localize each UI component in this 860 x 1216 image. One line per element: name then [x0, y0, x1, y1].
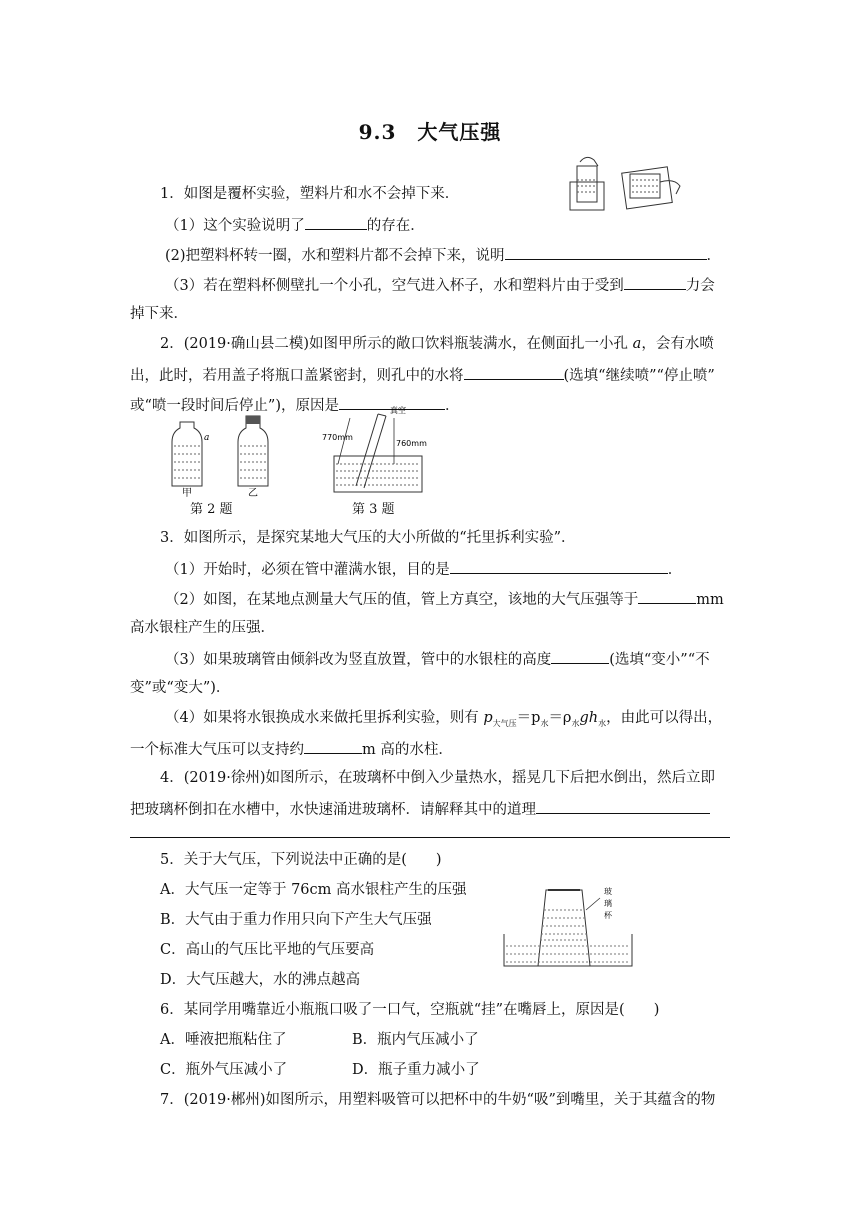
q7-line1: 7．(2019·郴州)如图所示，用塑料吸管可以把杯中的牛奶“吸”到嘴里，关于其蕴含的物	[160, 1092, 716, 1108]
q3-part1: （1）开始时，必须在管中灌满水银，目的是 ．	[165, 558, 682, 580]
vacuum-label: 真空	[390, 406, 406, 415]
hole-label: a	[204, 433, 210, 443]
length-770: 770mm	[322, 433, 353, 442]
q3-part2: （2）如图，在某地点测量大气压的值，管上方真空，该地的大气压强等于 mm	[165, 588, 724, 610]
answer-blank[interactable]	[464, 364, 564, 380]
torricelli-figure	[322, 404, 434, 494]
q6-option-d[interactable]: D．瓶子重力减小了	[352, 1062, 480, 1078]
q4-line1: 4．(2019·徐州)如图所示，在玻璃杯中倒入少量热水，摇晃几下后把水倒出，然后立即	[160, 770, 716, 786]
q1-part3: （3）若在塑料杯侧壁扎一个小孔，空气进入杯子，水和塑料片由于受到 力会	[165, 274, 715, 296]
overturned-cup-figure	[566, 152, 696, 212]
answer-blank[interactable]	[304, 738, 362, 754]
answer-line[interactable]	[130, 837, 730, 838]
svg-text:璃: 璃	[604, 899, 612, 908]
q3-part2-cont: 高水银柱产生的压强．	[130, 620, 275, 636]
answer-blank[interactable]	[450, 558, 668, 574]
answer-blank[interactable]	[305, 214, 367, 230]
q1-part2: (2)把塑料杯转一圈，水和塑料片都不会掉下来，说明 ．	[165, 244, 721, 266]
q6-option-a[interactable]: A．唾液把瓶粘住了	[160, 1032, 287, 1048]
q3-stem: 3．如图所示，是探究某地大气压的大小所做的“托里拆利实验”．	[160, 530, 576, 546]
q6-option-b[interactable]: B．瓶内气压减小了	[352, 1032, 479, 1048]
q3-part3-cont: 变”或“变大”)．	[130, 680, 231, 696]
caption-q3: 第 3 题	[352, 502, 395, 517]
q2-line3: 或“喷一段时间后停止”)，原因是 ．	[130, 394, 459, 416]
label-jia: 甲	[182, 488, 192, 498]
caption-q2: 第 2 题	[190, 502, 233, 517]
answer-blank[interactable]	[536, 798, 710, 814]
q5-option-c[interactable]: C．高山的气压比平地的气压要高	[160, 942, 375, 958]
q6-option-c[interactable]: C．瓶外气压减小了	[160, 1062, 288, 1078]
length-760: 760mm	[396, 439, 427, 448]
q5-option-a[interactable]: A．大气压一定等于 76cm 高水银柱产生的压强	[160, 882, 467, 898]
q1-stem: 1．如图是覆杯实验，塑料片和水不会掉下来．	[160, 186, 460, 202]
q6-stem: 6．某同学用嘴靠近小瓶瓶口吸了一口气，空瓶就“挂”在嘴唇上，原因是( )	[160, 1002, 660, 1018]
page-title: 9.3 大气压强	[358, 120, 502, 144]
cup-label: 玻	[604, 887, 612, 896]
answer-blank[interactable]	[551, 648, 609, 664]
q1-part3-cont: 掉下来．	[130, 306, 188, 322]
svg-text:杯: 杯	[604, 911, 612, 920]
q3-part4-cont: 一个标准大气压可以支持约 m 高的水柱．	[130, 738, 453, 760]
q5-option-d[interactable]: D．大气压越大，水的沸点越高	[160, 972, 361, 988]
q2-line2: 出，此时，若用盖子将瓶口盖紧密封，则孔中的水将 (选填“继续喷”“停止喷”	[130, 364, 715, 386]
q3-part3: （3）如果玻璃管由倾斜改为竖直放置，管中的水银柱的高度 (选填“变小”“不	[165, 648, 710, 670]
q3-part4: （4）如果将水银换成水来做托里拆利实验，则有 $p_{大气压}=p_水=\rho_水gh_水$，由此可以得出，	[165, 710, 723, 728]
q4-line2: 把玻璃杯倒扣在水槽中，水快速涌进玻璃杯．请解释其中的道理	[130, 798, 710, 820]
label-yi: 乙	[248, 488, 258, 498]
q1-part1: （1）这个实验说明了 的存在．	[165, 214, 425, 236]
q5-option-b[interactable]: B．大气由于重力作用只向下产生大气压强	[160, 912, 432, 928]
answer-blank[interactable]	[638, 588, 696, 604]
bottles-figure	[168, 414, 278, 498]
answer-blank[interactable]	[624, 274, 686, 290]
glass-cup-figure	[502, 882, 636, 968]
answer-blank[interactable]	[505, 244, 707, 260]
q5-stem: 5．关于大气压，下列说法中正确的是( )	[160, 852, 442, 868]
q2-line1: 2．(2019·确山县二模)如图甲所示的敞口饮料瓶装满水，在侧面扎一小孔 a，会有水喷	[160, 336, 714, 352]
